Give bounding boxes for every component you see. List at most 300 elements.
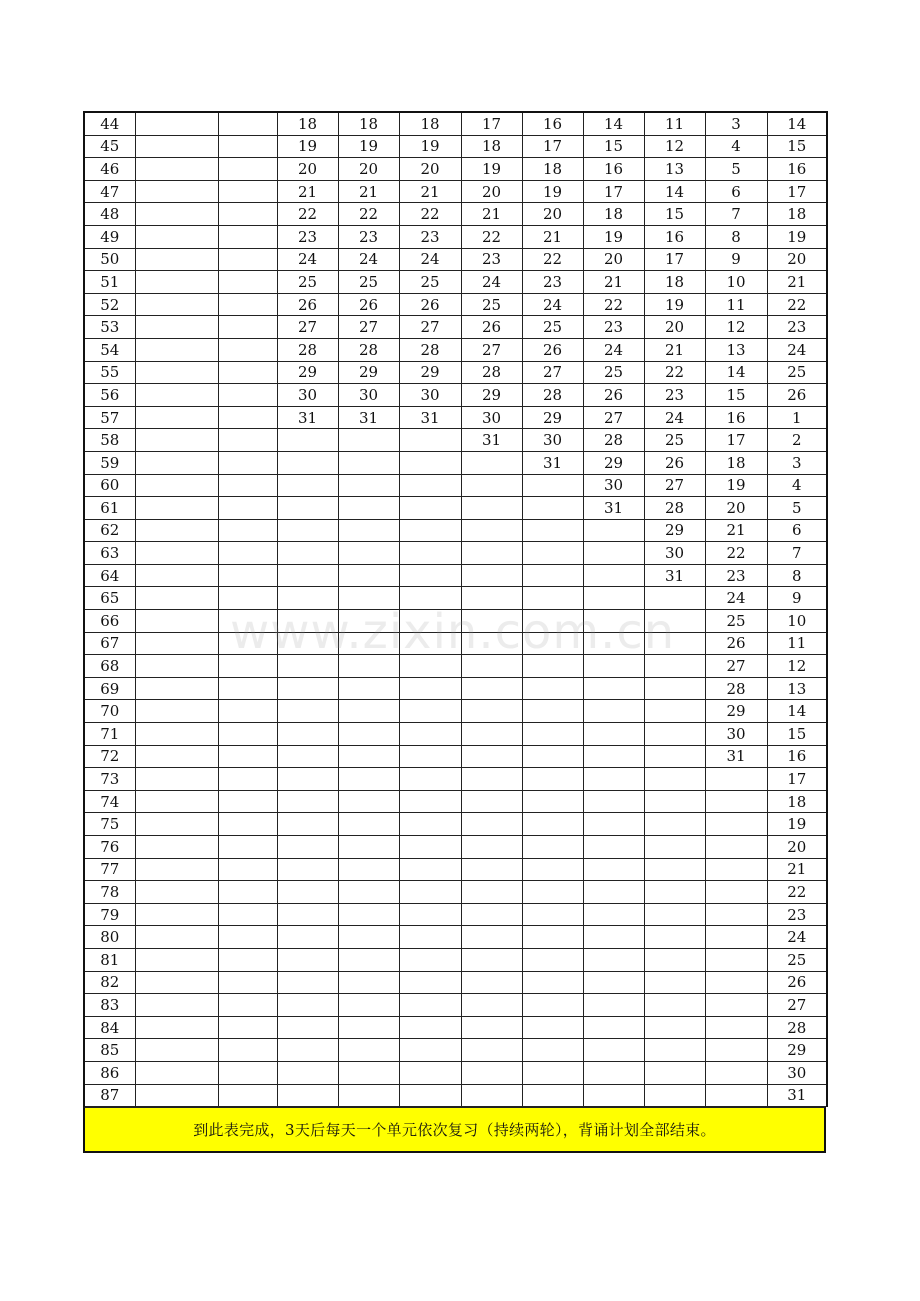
table-cell[interactable] — [583, 745, 644, 768]
table-cell[interactable] — [135, 610, 218, 633]
table-cell[interactable]: 13 — [767, 677, 827, 700]
table-cell[interactable] — [135, 158, 218, 181]
row-number-cell[interactable]: 85 — [84, 1039, 135, 1062]
table-cell[interactable]: 28 — [583, 429, 644, 452]
table-cell[interactable]: 23 — [522, 271, 583, 294]
table-cell[interactable] — [705, 1016, 767, 1039]
table-cell[interactable]: 27 — [461, 338, 522, 361]
table-cell[interactable]: 19 — [583, 225, 644, 248]
table-cell[interactable]: 21 — [338, 180, 399, 203]
table-cell[interactable] — [461, 519, 522, 542]
table-cell[interactable]: 22 — [277, 203, 338, 226]
table-cell[interactable] — [583, 723, 644, 746]
table-cell[interactable] — [583, 768, 644, 791]
row-number-cell[interactable]: 76 — [84, 836, 135, 859]
table-cell[interactable]: 17 — [705, 429, 767, 452]
table-cell[interactable] — [338, 768, 399, 791]
table-cell[interactable]: 16 — [522, 112, 583, 135]
table-cell[interactable] — [522, 881, 583, 904]
table-cell[interactable] — [218, 677, 277, 700]
table-cell[interactable] — [277, 948, 338, 971]
table-cell[interactable] — [644, 813, 705, 836]
table-cell[interactable] — [218, 429, 277, 452]
table-cell[interactable] — [218, 971, 277, 994]
table-cell[interactable] — [135, 519, 218, 542]
table-cell[interactable]: 31 — [522, 451, 583, 474]
table-cell[interactable] — [135, 881, 218, 904]
table-cell[interactable] — [277, 564, 338, 587]
table-cell[interactable] — [399, 723, 461, 746]
table-cell[interactable] — [399, 587, 461, 610]
table-cell[interactable] — [399, 542, 461, 565]
table-cell[interactable]: 31 — [277, 406, 338, 429]
table-cell[interactable] — [522, 926, 583, 949]
table-cell[interactable]: 14 — [583, 112, 644, 135]
table-cell[interactable] — [461, 564, 522, 587]
table-cell[interactable]: 28 — [338, 338, 399, 361]
table-cell[interactable] — [461, 926, 522, 949]
table-cell[interactable] — [218, 723, 277, 746]
row-number-cell[interactable]: 75 — [84, 813, 135, 836]
table-cell[interactable]: 20 — [705, 497, 767, 520]
table-cell[interactable]: 11 — [644, 112, 705, 135]
table-cell[interactable] — [644, 926, 705, 949]
table-cell[interactable] — [277, 1061, 338, 1084]
table-cell[interactable] — [338, 903, 399, 926]
table-cell[interactable]: 26 — [522, 338, 583, 361]
table-cell[interactable]: 28 — [277, 338, 338, 361]
table-cell[interactable]: 8 — [767, 564, 827, 587]
row-number-cell[interactable]: 79 — [84, 903, 135, 926]
table-cell[interactable]: 15 — [705, 384, 767, 407]
table-cell[interactable]: 25 — [644, 429, 705, 452]
table-cell[interactable] — [218, 903, 277, 926]
table-cell[interactable] — [399, 610, 461, 633]
table-cell[interactable] — [218, 135, 277, 158]
table-cell[interactable] — [644, 994, 705, 1017]
table-cell[interactable]: 13 — [705, 338, 767, 361]
table-cell[interactable]: 18 — [461, 135, 522, 158]
table-cell[interactable]: 5 — [705, 158, 767, 181]
table-cell[interactable] — [135, 745, 218, 768]
table-cell[interactable]: 14 — [767, 112, 827, 135]
table-cell[interactable]: 29 — [644, 519, 705, 542]
table-cell[interactable] — [218, 451, 277, 474]
table-cell[interactable] — [277, 813, 338, 836]
table-cell[interactable]: 12 — [705, 316, 767, 339]
table-cell[interactable] — [522, 632, 583, 655]
table-cell[interactable]: 27 — [338, 316, 399, 339]
table-cell[interactable] — [218, 881, 277, 904]
table-cell[interactable] — [705, 790, 767, 813]
table-cell[interactable]: 31 — [461, 429, 522, 452]
table-cell[interactable]: 18 — [338, 112, 399, 135]
table-cell[interactable]: 16 — [583, 158, 644, 181]
row-number-cell[interactable]: 66 — [84, 610, 135, 633]
row-number-cell[interactable]: 58 — [84, 429, 135, 452]
table-cell[interactable] — [705, 971, 767, 994]
row-number-cell[interactable]: 86 — [84, 1061, 135, 1084]
table-cell[interactable] — [135, 858, 218, 881]
table-cell[interactable] — [338, 632, 399, 655]
table-cell[interactable]: 21 — [522, 225, 583, 248]
table-cell[interactable] — [399, 858, 461, 881]
table-cell[interactable]: 23 — [399, 225, 461, 248]
table-cell[interactable] — [218, 1061, 277, 1084]
table-cell[interactable] — [135, 723, 218, 746]
row-number-cell[interactable]: 53 — [84, 316, 135, 339]
table-cell[interactable]: 25 — [461, 293, 522, 316]
table-cell[interactable] — [461, 903, 522, 926]
row-number-cell[interactable]: 80 — [84, 926, 135, 949]
table-cell[interactable]: 20 — [399, 158, 461, 181]
table-cell[interactable]: 26 — [705, 632, 767, 655]
table-cell[interactable] — [218, 542, 277, 565]
table-cell[interactable] — [277, 429, 338, 452]
table-cell[interactable] — [135, 248, 218, 271]
table-cell[interactable] — [218, 858, 277, 881]
table-cell[interactable] — [338, 1061, 399, 1084]
table-cell[interactable] — [135, 768, 218, 791]
table-cell[interactable] — [135, 112, 218, 135]
table-cell[interactable]: 29 — [277, 361, 338, 384]
table-cell[interactable] — [338, 700, 399, 723]
table-cell[interactable]: 30 — [767, 1061, 827, 1084]
table-cell[interactable] — [277, 677, 338, 700]
table-cell[interactable]: 20 — [461, 180, 522, 203]
row-number-cell[interactable]: 59 — [84, 451, 135, 474]
table-cell[interactable] — [218, 564, 277, 587]
table-cell[interactable] — [135, 1016, 218, 1039]
table-cell[interactable] — [135, 677, 218, 700]
table-cell[interactable] — [338, 881, 399, 904]
table-cell[interactable] — [338, 429, 399, 452]
table-cell[interactable] — [338, 610, 399, 633]
table-cell[interactable] — [461, 497, 522, 520]
table-cell[interactable] — [135, 971, 218, 994]
table-cell[interactable]: 28 — [705, 677, 767, 700]
table-cell[interactable] — [461, 745, 522, 768]
table-cell[interactable]: 23 — [338, 225, 399, 248]
table-cell[interactable] — [399, 451, 461, 474]
table-cell[interactable] — [583, 790, 644, 813]
table-cell[interactable]: 2 — [767, 429, 827, 452]
table-cell[interactable]: 18 — [705, 451, 767, 474]
table-cell[interactable]: 22 — [644, 361, 705, 384]
table-cell[interactable]: 31 — [705, 745, 767, 768]
table-cell[interactable]: 25 — [767, 361, 827, 384]
table-cell[interactable] — [461, 655, 522, 678]
table-cell[interactable] — [277, 768, 338, 791]
table-cell[interactable] — [399, 564, 461, 587]
table-cell[interactable]: 29 — [522, 406, 583, 429]
table-cell[interactable] — [461, 723, 522, 746]
table-cell[interactable]: 19 — [399, 135, 461, 158]
table-cell[interactable]: 23 — [461, 248, 522, 271]
row-number-cell[interactable]: 78 — [84, 881, 135, 904]
row-number-cell[interactable]: 61 — [84, 497, 135, 520]
table-cell[interactable]: 29 — [583, 451, 644, 474]
table-cell[interactable] — [644, 700, 705, 723]
table-cell[interactable] — [583, 677, 644, 700]
table-cell[interactable]: 19 — [767, 225, 827, 248]
table-cell[interactable] — [705, 881, 767, 904]
table-cell[interactable]: 28 — [767, 1016, 827, 1039]
table-cell[interactable]: 22 — [338, 203, 399, 226]
table-cell[interactable]: 31 — [644, 564, 705, 587]
table-cell[interactable]: 30 — [644, 542, 705, 565]
table-cell[interactable] — [705, 1061, 767, 1084]
table-cell[interactable] — [135, 316, 218, 339]
table-cell[interactable]: 27 — [522, 361, 583, 384]
table-cell[interactable] — [218, 406, 277, 429]
table-cell[interactable] — [583, 519, 644, 542]
table-cell[interactable]: 23 — [767, 316, 827, 339]
table-cell[interactable]: 17 — [767, 180, 827, 203]
table-cell[interactable] — [218, 790, 277, 813]
table-cell[interactable] — [218, 1016, 277, 1039]
table-cell[interactable] — [338, 451, 399, 474]
table-cell[interactable] — [218, 587, 277, 610]
table-cell[interactable] — [135, 903, 218, 926]
table-cell[interactable]: 19 — [644, 293, 705, 316]
table-cell[interactable]: 28 — [644, 497, 705, 520]
table-cell[interactable]: 31 — [338, 406, 399, 429]
table-cell[interactable] — [338, 813, 399, 836]
table-cell[interactable] — [522, 1084, 583, 1107]
table-cell[interactable] — [583, 836, 644, 859]
table-cell[interactable] — [399, 1061, 461, 1084]
table-cell[interactable] — [522, 519, 583, 542]
row-number-cell[interactable]: 49 — [84, 225, 135, 248]
table-cell[interactable] — [399, 881, 461, 904]
table-cell[interactable] — [461, 451, 522, 474]
table-cell[interactable] — [218, 655, 277, 678]
table-cell[interactable]: 18 — [767, 203, 827, 226]
row-number-cell[interactable]: 67 — [84, 632, 135, 655]
table-cell[interactable] — [338, 948, 399, 971]
table-cell[interactable] — [277, 610, 338, 633]
table-cell[interactable]: 27 — [399, 316, 461, 339]
table-cell[interactable] — [135, 451, 218, 474]
table-cell[interactable] — [277, 971, 338, 994]
table-cell[interactable] — [461, 994, 522, 1017]
table-cell[interactable] — [218, 700, 277, 723]
table-cell[interactable] — [705, 1039, 767, 1062]
row-number-cell[interactable]: 74 — [84, 790, 135, 813]
table-cell[interactable]: 11 — [767, 632, 827, 655]
table-cell[interactable]: 4 — [705, 135, 767, 158]
table-cell[interactable] — [338, 474, 399, 497]
table-cell[interactable] — [644, 677, 705, 700]
table-cell[interactable] — [135, 926, 218, 949]
table-cell[interactable]: 24 — [767, 926, 827, 949]
table-cell[interactable] — [522, 1016, 583, 1039]
row-number-cell[interactable]: 47 — [84, 180, 135, 203]
table-cell[interactable] — [277, 519, 338, 542]
table-cell[interactable]: 14 — [644, 180, 705, 203]
table-cell[interactable] — [399, 1016, 461, 1039]
table-cell[interactable] — [461, 474, 522, 497]
table-cell[interactable] — [399, 768, 461, 791]
table-cell[interactable]: 25 — [767, 948, 827, 971]
table-cell[interactable] — [135, 406, 218, 429]
table-cell[interactable]: 1 — [767, 406, 827, 429]
table-cell[interactable]: 22 — [399, 203, 461, 226]
table-cell[interactable] — [644, 1061, 705, 1084]
table-cell[interactable] — [399, 1039, 461, 1062]
table-cell[interactable] — [583, 903, 644, 926]
table-cell[interactable] — [277, 655, 338, 678]
table-cell[interactable]: 18 — [767, 790, 827, 813]
table-cell[interactable] — [277, 745, 338, 768]
table-cell[interactable] — [399, 994, 461, 1017]
table-cell[interactable]: 24 — [399, 248, 461, 271]
table-cell[interactable] — [218, 225, 277, 248]
table-cell[interactable]: 26 — [277, 293, 338, 316]
table-cell[interactable] — [461, 632, 522, 655]
table-cell[interactable] — [338, 723, 399, 746]
table-cell[interactable] — [461, 1084, 522, 1107]
table-cell[interactable] — [705, 926, 767, 949]
table-cell[interactable] — [277, 1016, 338, 1039]
row-number-cell[interactable]: 68 — [84, 655, 135, 678]
table-cell[interactable] — [135, 180, 218, 203]
table-cell[interactable]: 23 — [583, 316, 644, 339]
table-cell[interactable] — [705, 836, 767, 859]
table-cell[interactable] — [218, 112, 277, 135]
table-cell[interactable] — [461, 677, 522, 700]
table-cell[interactable]: 28 — [399, 338, 461, 361]
table-cell[interactable] — [583, 542, 644, 565]
table-cell[interactable] — [277, 1084, 338, 1107]
row-number-cell[interactable]: 65 — [84, 587, 135, 610]
table-cell[interactable]: 21 — [583, 271, 644, 294]
table-cell[interactable]: 27 — [583, 406, 644, 429]
table-cell[interactable]: 17 — [461, 112, 522, 135]
table-cell[interactable] — [218, 474, 277, 497]
table-cell[interactable] — [522, 790, 583, 813]
table-cell[interactable]: 24 — [461, 271, 522, 294]
table-cell[interactable] — [461, 881, 522, 904]
table-cell[interactable] — [135, 836, 218, 859]
table-cell[interactable] — [277, 587, 338, 610]
table-cell[interactable] — [583, 1084, 644, 1107]
row-number-cell[interactable]: 83 — [84, 994, 135, 1017]
table-cell[interactable] — [277, 1039, 338, 1062]
table-cell[interactable]: 21 — [461, 203, 522, 226]
table-cell[interactable] — [522, 1061, 583, 1084]
table-cell[interactable] — [135, 587, 218, 610]
table-cell[interactable]: 20 — [338, 158, 399, 181]
row-number-cell[interactable]: 56 — [84, 384, 135, 407]
table-cell[interactable] — [461, 1061, 522, 1084]
table-cell[interactable]: 24 — [583, 338, 644, 361]
table-cell[interactable] — [461, 948, 522, 971]
table-cell[interactable] — [338, 497, 399, 520]
table-cell[interactable]: 30 — [338, 384, 399, 407]
table-cell[interactable]: 23 — [767, 903, 827, 926]
table-cell[interactable] — [277, 790, 338, 813]
table-cell[interactable]: 12 — [767, 655, 827, 678]
table-cell[interactable] — [644, 587, 705, 610]
table-cell[interactable]: 23 — [644, 384, 705, 407]
table-cell[interactable] — [644, 745, 705, 768]
table-cell[interactable] — [522, 474, 583, 497]
table-cell[interactable] — [522, 677, 583, 700]
table-cell[interactable] — [583, 858, 644, 881]
table-cell[interactable] — [277, 542, 338, 565]
table-cell[interactable]: 19 — [338, 135, 399, 158]
table-cell[interactable] — [399, 836, 461, 859]
table-cell[interactable] — [644, 903, 705, 926]
table-cell[interactable]: 11 — [705, 293, 767, 316]
table-cell[interactable] — [522, 813, 583, 836]
table-cell[interactable]: 20 — [522, 203, 583, 226]
table-cell[interactable]: 22 — [461, 225, 522, 248]
table-cell[interactable] — [338, 836, 399, 859]
table-cell[interactable]: 15 — [583, 135, 644, 158]
table-cell[interactable] — [522, 610, 583, 633]
table-cell[interactable]: 3 — [705, 112, 767, 135]
table-cell[interactable] — [218, 497, 277, 520]
table-cell[interactable] — [522, 587, 583, 610]
table-cell[interactable]: 26 — [644, 451, 705, 474]
table-cell[interactable] — [644, 655, 705, 678]
table-cell[interactable] — [461, 700, 522, 723]
table-cell[interactable] — [338, 519, 399, 542]
table-cell[interactable]: 24 — [522, 293, 583, 316]
table-cell[interactable] — [644, 1039, 705, 1062]
table-cell[interactable] — [135, 1039, 218, 1062]
row-number-cell[interactable]: 54 — [84, 338, 135, 361]
table-cell[interactable]: 20 — [767, 248, 827, 271]
table-cell[interactable] — [338, 587, 399, 610]
table-cell[interactable]: 5 — [767, 497, 827, 520]
table-cell[interactable] — [583, 971, 644, 994]
table-cell[interactable] — [218, 745, 277, 768]
table-cell[interactable] — [338, 655, 399, 678]
row-number-cell[interactable]: 84 — [84, 1016, 135, 1039]
table-cell[interactable] — [277, 723, 338, 746]
table-cell[interactable]: 31 — [767, 1084, 827, 1107]
table-cell[interactable]: 21 — [644, 338, 705, 361]
table-cell[interactable]: 14 — [705, 361, 767, 384]
row-number-cell[interactable]: 48 — [84, 203, 135, 226]
table-cell[interactable] — [583, 1016, 644, 1039]
table-cell[interactable]: 22 — [705, 542, 767, 565]
table-cell[interactable]: 30 — [461, 406, 522, 429]
table-cell[interactable]: 24 — [705, 587, 767, 610]
table-cell[interactable]: 17 — [522, 135, 583, 158]
table-cell[interactable] — [522, 745, 583, 768]
table-cell[interactable]: 14 — [767, 700, 827, 723]
table-cell[interactable]: 25 — [583, 361, 644, 384]
table-cell[interactable] — [461, 971, 522, 994]
table-cell[interactable] — [461, 768, 522, 791]
table-cell[interactable] — [522, 1039, 583, 1062]
table-cell[interactable] — [399, 790, 461, 813]
table-cell[interactable] — [705, 948, 767, 971]
table-cell[interactable] — [644, 723, 705, 746]
table-cell[interactable]: 25 — [705, 610, 767, 633]
table-cell[interactable]: 28 — [522, 384, 583, 407]
table-cell[interactable] — [135, 1084, 218, 1107]
table-cell[interactable] — [218, 203, 277, 226]
row-number-cell[interactable]: 64 — [84, 564, 135, 587]
table-cell[interactable] — [399, 632, 461, 655]
table-cell[interactable] — [399, 926, 461, 949]
